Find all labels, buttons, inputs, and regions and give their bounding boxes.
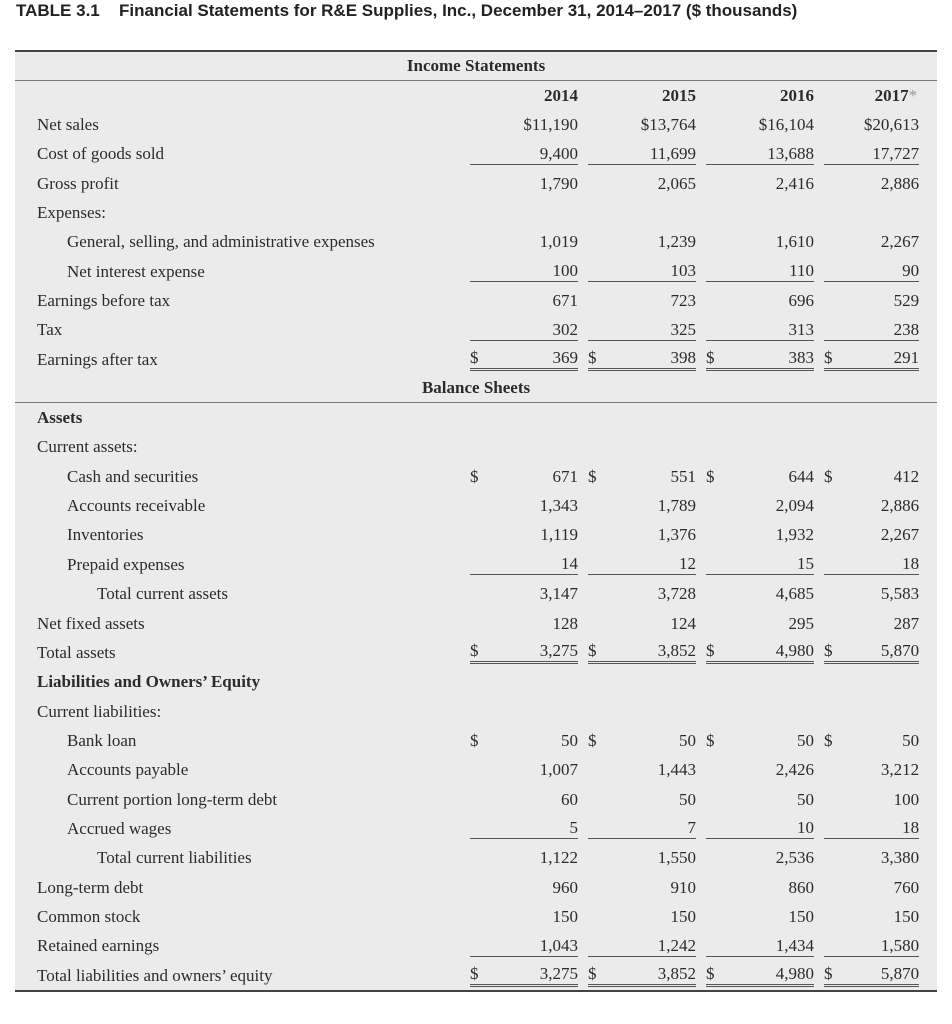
value-text: 100 — [893, 789, 920, 809]
value-cell — [706, 433, 814, 462]
year-2016: 2016 — [780, 85, 814, 105]
value-cell — [706, 844, 814, 873]
value-text: 325 — [588, 320, 696, 341]
value-cell — [706, 345, 814, 374]
value-text: 10 — [706, 818, 814, 839]
value-text: 1,550 — [657, 848, 696, 868]
value-cell — [470, 433, 578, 462]
row-label: Total current assets — [97, 584, 228, 604]
value-text: 295 — [788, 613, 814, 633]
row-label: Net fixed assets — [37, 613, 145, 633]
table-row — [15, 726, 937, 755]
value-text: 671 — [552, 291, 578, 311]
value-text: 287 — [893, 613, 920, 633]
value-text: 1,443 — [657, 760, 696, 780]
table-row — [15, 961, 937, 990]
year-header-blank — [15, 81, 470, 111]
value-cell — [824, 609, 937, 638]
value-cell — [706, 609, 814, 638]
value-text: $11,190 — [523, 115, 578, 135]
statements-grid — [15, 52, 937, 990]
value-text: 1,119 — [540, 525, 578, 545]
value-text: $ 3,275 — [470, 641, 578, 664]
value-cell — [706, 550, 814, 579]
value-cell — [470, 286, 578, 315]
row-label: Current portion long-term debt — [67, 789, 278, 809]
value-text: $ 4,980 — [706, 641, 814, 664]
value-cell — [824, 638, 937, 667]
value-cell — [588, 316, 696, 345]
value-cell — [824, 961, 937, 990]
value-cell — [588, 491, 696, 520]
value-cell — [588, 726, 696, 755]
table-row — [15, 902, 937, 931]
value-cell — [824, 403, 937, 433]
value-text: $ 3,275 — [470, 964, 578, 987]
value-cell — [824, 932, 937, 961]
value-cell — [824, 345, 937, 374]
value-cell — [470, 609, 578, 638]
value-cell — [470, 785, 578, 814]
value-cell — [470, 491, 578, 520]
value-cell — [588, 462, 696, 491]
value-text: $ 4,980 — [706, 964, 814, 987]
value-cell — [824, 433, 937, 462]
value-text: $ 50 — [588, 730, 696, 750]
value-cell — [588, 756, 696, 785]
value-cell — [588, 668, 696, 697]
value-text: $ 50 — [824, 730, 920, 750]
row-label: Tax — [37, 320, 63, 340]
value-cell — [706, 902, 814, 931]
value-text: 13,688 — [706, 144, 814, 165]
value-text: 910 — [670, 877, 696, 897]
value-cell — [588, 521, 696, 550]
value-cell — [588, 814, 696, 843]
year-2017-note: * — [908, 85, 918, 105]
value-cell — [706, 726, 814, 755]
table-row — [15, 873, 937, 902]
value-text: $ 50 — [470, 730, 578, 750]
value-cell — [470, 814, 578, 843]
value-cell — [588, 697, 696, 726]
table-row — [15, 844, 937, 873]
value-cell — [588, 140, 696, 169]
value-cell — [824, 785, 937, 814]
value-text: 1,007 — [539, 760, 578, 780]
value-cell — [706, 316, 814, 345]
table-row — [15, 756, 937, 785]
income-heading-row — [15, 52, 937, 81]
value-cell — [706, 638, 814, 667]
value-text: 1,019 — [539, 232, 578, 252]
row-label: Accounts receivable — [67, 496, 206, 516]
value-cell — [470, 668, 578, 697]
value-cell — [588, 110, 696, 139]
value-text: $ 369 — [470, 348, 578, 371]
value-text: 2,065 — [657, 173, 696, 193]
value-cell — [588, 902, 696, 931]
value-text: $ 644 — [706, 466, 814, 486]
value-cell — [588, 286, 696, 315]
value-text: 90 — [824, 261, 919, 282]
value-text: 1,580 — [824, 936, 919, 957]
value-cell — [706, 814, 814, 843]
value-text: 2,886 — [880, 173, 920, 193]
row-label: Bank loan — [67, 730, 137, 750]
balance-heading-row — [15, 374, 937, 403]
value-cell — [588, 844, 696, 873]
value-cell — [588, 228, 696, 257]
row-label: Total liabilities and owners’ equity — [37, 965, 273, 985]
value-cell — [824, 902, 937, 931]
value-text: 11,699 — [588, 144, 696, 165]
value-text: 4,685 — [775, 584, 814, 604]
value-cell — [470, 228, 578, 257]
value-cell — [470, 110, 578, 139]
value-text: 3,380 — [880, 848, 920, 868]
value-cell — [588, 403, 696, 433]
value-text: 14 — [470, 554, 578, 575]
value-cell — [470, 198, 578, 227]
value-cell — [588, 785, 696, 814]
value-text: 2,426 — [775, 760, 814, 780]
value-text: $ 3,852 — [588, 641, 696, 664]
row-label: Common stock — [37, 906, 141, 926]
table-row — [15, 228, 937, 257]
table-row — [15, 140, 937, 169]
value-text: 2,416 — [775, 173, 814, 193]
value-text: 150 — [670, 906, 696, 926]
value-text: 1,122 — [539, 848, 578, 868]
value-cell — [706, 140, 814, 169]
value-cell — [824, 462, 937, 491]
value-text: 2,267 — [880, 525, 920, 545]
value-text: 9,400 — [470, 144, 578, 165]
value-cell — [588, 550, 696, 579]
statements-body — [15, 52, 937, 990]
value-text: $ 3,852 — [588, 964, 696, 987]
row-label: Retained earnings — [37, 936, 160, 956]
row-label: Net sales — [37, 115, 99, 135]
value-cell — [706, 873, 814, 902]
table-title: Financial Statements for R&E Supplies, Inc., December 31, 2014–2017 ($ thousands) — [119, 1, 798, 20]
value-text: 103 — [588, 261, 696, 282]
value-cell — [706, 228, 814, 257]
table-row — [15, 814, 937, 843]
value-text: $ 5,870 — [824, 964, 919, 987]
row-label: Assets — [37, 408, 83, 428]
value-cell — [824, 521, 937, 550]
table-row — [15, 345, 937, 374]
table-row — [15, 550, 937, 579]
value-text: $ 398 — [588, 348, 696, 371]
value-text: $ 291 — [824, 348, 919, 371]
value-cell — [706, 932, 814, 961]
table-row — [15, 491, 937, 520]
value-cell — [470, 961, 578, 990]
value-text: 3,212 — [880, 760, 920, 780]
value-text: $ 383 — [706, 348, 814, 371]
value-cell — [470, 580, 578, 609]
table-row — [15, 638, 937, 667]
table-number: TABLE 3.1 — [16, 1, 100, 20]
table-row — [15, 462, 937, 491]
value-cell — [470, 550, 578, 579]
value-cell — [588, 873, 696, 902]
value-cell — [706, 169, 814, 198]
value-cell — [470, 902, 578, 931]
value-text: 1,790 — [539, 173, 578, 193]
value-cell — [706, 403, 814, 433]
value-cell — [470, 403, 578, 433]
value-text: 110 — [706, 261, 814, 282]
year-2015: 2015 — [662, 85, 696, 105]
value-text: 128 — [552, 613, 578, 633]
value-cell — [588, 638, 696, 667]
row-label: Net interest expense — [67, 261, 205, 281]
row-label: Accrued wages — [67, 818, 172, 838]
value-cell — [706, 668, 814, 697]
value-cell — [470, 316, 578, 345]
value-cell — [588, 961, 696, 990]
value-cell — [470, 756, 578, 785]
row-label: Cash and securities — [67, 466, 199, 486]
table-row — [15, 286, 937, 315]
value-cell — [706, 961, 814, 990]
value-cell — [824, 110, 937, 139]
value-text: 2,267 — [880, 232, 920, 252]
row-label: Current assets: — [37, 437, 138, 457]
year-header-row — [15, 81, 937, 111]
value-cell — [588, 433, 696, 462]
value-text: 18 — [824, 554, 919, 575]
table-row — [15, 521, 937, 550]
value-text: 60 — [561, 789, 578, 809]
row-label: General, selling, and administrative expenses — [67, 232, 375, 252]
row-label: Expenses: — [37, 203, 106, 223]
value-cell — [470, 521, 578, 550]
value-cell — [824, 580, 937, 609]
value-text: 2,536 — [775, 848, 814, 868]
value-text: 1,343 — [539, 496, 578, 516]
financial-statements-table — [15, 50, 937, 992]
value-text: 1,610 — [775, 232, 814, 252]
table-row — [15, 257, 937, 286]
value-cell — [470, 697, 578, 726]
value-text: 5 — [470, 818, 578, 839]
value-cell — [470, 844, 578, 873]
year-2014: 2014 — [544, 85, 578, 105]
value-cell — [706, 462, 814, 491]
value-text: 1,043 — [470, 936, 578, 957]
table-row — [15, 697, 937, 726]
table-caption — [16, 0, 797, 28]
table-row — [15, 668, 937, 697]
value-text: $ 412 — [824, 466, 920, 486]
table-row — [15, 316, 937, 345]
value-cell — [470, 169, 578, 198]
value-text: 7 — [588, 818, 696, 839]
value-text: 302 — [470, 320, 578, 341]
value-text: 5,583 — [880, 584, 920, 604]
value-cell — [470, 932, 578, 961]
value-text: 1,376 — [657, 525, 696, 545]
value-cell — [706, 110, 814, 139]
value-text: $ 5,870 — [824, 641, 919, 664]
value-text: 150 — [893, 906, 920, 926]
row-label: Prepaid expenses — [67, 554, 185, 574]
value-cell — [824, 286, 937, 315]
value-text: 860 — [788, 877, 814, 897]
income-statements-heading: Income Statements — [15, 52, 937, 81]
table-row — [15, 433, 937, 462]
value-cell — [588, 198, 696, 227]
value-cell — [588, 932, 696, 961]
value-text: 50 — [679, 789, 696, 809]
row-label: Long-term debt — [37, 877, 144, 897]
value-text: 150 — [788, 906, 814, 926]
value-cell — [470, 140, 578, 169]
value-text: 1,242 — [588, 936, 696, 957]
value-cell — [706, 756, 814, 785]
balance-sheets-heading: Balance Sheets — [15, 374, 937, 403]
table-row — [15, 932, 937, 961]
row-label: Earnings after tax — [37, 349, 158, 369]
value-text: $ 50 — [706, 730, 814, 750]
row-label: Cost of goods sold — [37, 144, 165, 164]
value-text: $ 551 — [588, 466, 696, 486]
value-text: 3,147 — [539, 584, 578, 604]
table-row — [15, 198, 937, 227]
value-cell — [824, 550, 937, 579]
value-cell — [588, 169, 696, 198]
value-text: 150 — [552, 906, 578, 926]
value-cell — [824, 491, 937, 520]
value-cell — [706, 697, 814, 726]
value-cell — [470, 873, 578, 902]
value-cell — [706, 198, 814, 227]
value-cell — [706, 785, 814, 814]
value-text: 723 — [670, 291, 696, 311]
value-text: 15 — [706, 554, 814, 575]
value-cell — [470, 345, 578, 374]
value-cell — [706, 580, 814, 609]
row-label: Accounts payable — [67, 760, 189, 780]
value-cell — [470, 638, 578, 667]
value-text: 50 — [797, 789, 814, 809]
value-text: 313 — [706, 320, 814, 341]
value-cell — [588, 345, 696, 374]
value-cell — [824, 756, 937, 785]
value-text: 960 — [552, 877, 578, 897]
value-cell — [824, 257, 937, 286]
value-cell — [470, 257, 578, 286]
value-text: 12 — [588, 554, 696, 575]
value-cell — [824, 228, 937, 257]
value-cell — [824, 726, 937, 755]
value-cell — [706, 286, 814, 315]
year-2017-label: 2017 — [874, 85, 909, 105]
row-label: Liabilities and Owners’ Equity — [37, 672, 261, 692]
value-cell — [824, 844, 937, 873]
value-cell — [706, 491, 814, 520]
value-cell — [706, 257, 814, 286]
value-text: 124 — [670, 613, 696, 633]
value-text: 1,789 — [657, 496, 696, 516]
table-row — [15, 169, 937, 198]
value-text: $20,613 — [863, 115, 920, 135]
value-cell — [824, 814, 937, 843]
value-cell — [824, 668, 937, 697]
value-text: 760 — [893, 877, 920, 897]
value-cell — [824, 140, 937, 169]
row-label: Total assets — [37, 642, 116, 662]
row-label: Earnings before tax — [37, 291, 171, 311]
value-cell — [706, 521, 814, 550]
value-text: 696 — [788, 291, 814, 311]
value-cell — [470, 726, 578, 755]
value-text: 17,727 — [824, 144, 919, 165]
value-text: 1,932 — [775, 525, 814, 545]
table-row — [15, 785, 937, 814]
value-cell — [588, 580, 696, 609]
value-text: 2,886 — [880, 496, 920, 516]
value-cell — [824, 873, 937, 902]
value-text: 1,239 — [657, 232, 696, 252]
value-text: $13,764 — [640, 115, 696, 135]
value-text: $ 671 — [470, 466, 578, 486]
value-text: 529 — [893, 291, 920, 311]
table-row — [15, 110, 937, 139]
value-text: 238 — [824, 320, 919, 341]
value-cell — [824, 169, 937, 198]
table-row — [15, 609, 937, 638]
value-cell — [824, 316, 937, 345]
value-cell — [824, 198, 937, 227]
table-row — [15, 403, 937, 433]
value-cell — [824, 697, 937, 726]
value-text: 100 — [470, 261, 578, 282]
value-cell — [588, 257, 696, 286]
table-row — [15, 580, 937, 609]
value-text: 2,094 — [775, 496, 814, 516]
row-label: Inventories — [67, 525, 144, 545]
year-2017 — [824, 81, 937, 111]
row-label: Gross profit — [37, 173, 119, 193]
value-text: 3,728 — [657, 584, 696, 604]
value-cell — [470, 462, 578, 491]
value-text: $16,104 — [758, 115, 814, 135]
value-text: 18 — [824, 818, 919, 839]
row-label: Total current liabilities — [97, 848, 252, 868]
value-text: 1,434 — [706, 936, 814, 957]
value-cell — [588, 609, 696, 638]
row-label: Current liabilities: — [37, 701, 162, 721]
